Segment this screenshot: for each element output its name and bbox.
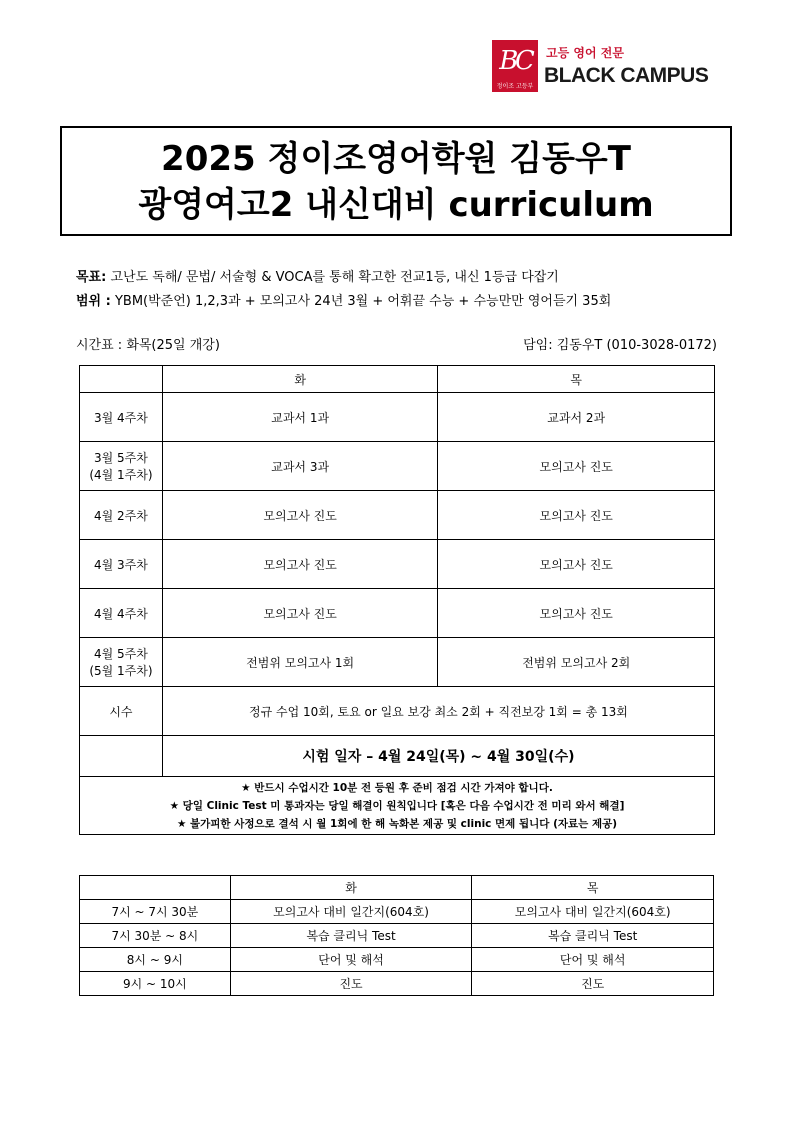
thu-cell: 모의고사 진도 — [438, 491, 715, 540]
note-item: ★ 당일 Clinic Test 미 통과자는 당일 해결이 원칙입니다 [혹은 다음 수업시간 전 미리 와서 해결] — [169, 799, 625, 812]
tue-cell: 교과서 3과 — [162, 442, 438, 491]
table-row — [80, 589, 715, 638]
week-sublabel: (4월 1주차) — [89, 468, 153, 482]
logo-mark — [492, 40, 538, 92]
header-cell: 목 — [438, 366, 715, 393]
header-cell: 목 — [472, 876, 714, 900]
time-cell: 7시 ~ 7시 30분 — [80, 900, 231, 924]
thu-cell: 모의고사 진도 — [438, 442, 715, 491]
header-cell: 화 — [230, 876, 472, 900]
title-line-2: 광영여고2 내신대비 curriculum — [138, 185, 654, 225]
week-cell: 4월 4주차 — [80, 589, 163, 638]
thu-cell: 복습 클리닉 Test — [472, 924, 714, 948]
table-row — [80, 948, 714, 972]
scope-line — [76, 290, 611, 309]
thu-cell: 모의고사 대비 일간지(604호) — [472, 900, 714, 924]
header-cell — [80, 366, 163, 393]
goal-line — [76, 266, 559, 285]
tue-cell: 진도 — [230, 972, 472, 996]
hours-label: 시수 — [80, 687, 163, 736]
goal-label: 목표: — [76, 270, 107, 285]
logo-name: BLACK CAMPUS — [544, 64, 709, 87]
table-row — [80, 393, 715, 442]
table-header-row — [80, 366, 715, 393]
header-cell: 화 — [162, 366, 438, 393]
tue-cell: 모의고사 진도 — [162, 540, 438, 589]
exam-row — [80, 736, 715, 777]
week-cell — [80, 442, 163, 491]
goal-text: 고난도 독해/ 문법/ 서술형 & VOCA를 통해 확고한 전교1등, 내신 1등급 다잡기 — [106, 270, 559, 285]
hours-text: 정규 수업 10회, 토요 or 일요 보강 최소 2회 + 직전보강 1회 = 총 13회 — [162, 687, 714, 736]
exam-date: 시험 일자 – 4월 24일(목) ~ 4월 30일(수) — [162, 736, 714, 777]
table-row — [80, 900, 714, 924]
tue-cell: 전범위 모의고사 1회 — [162, 638, 438, 687]
hours-row — [80, 687, 715, 736]
notes-cell — [80, 777, 715, 835]
scope-text: YBM(박준언) 1,2,3과 + 모의고사 24년 3월 + 어휘끝 수능 + 수능만만 영어듣기 35회 — [110, 294, 612, 309]
tue-cell: 단어 및 해석 — [230, 948, 472, 972]
note-item: ★ 불가피한 사정으로 결석 시 월 1회에 한 해 녹화본 제공 및 clinic 면제 됩니다 (자료는 제공) — [176, 817, 618, 830]
thu-cell: 전범위 모의고사 2회 — [438, 638, 715, 687]
tue-cell: 복습 클리닉 Test — [230, 924, 472, 948]
tue-cell: 모의고사 대비 일간지(604호) — [230, 900, 472, 924]
week-label: 4월 5주차 — [94, 647, 148, 661]
tue-cell: 모의고사 진도 — [162, 589, 438, 638]
week-cell: 3월 4주차 — [80, 393, 163, 442]
header-cell — [80, 876, 231, 900]
logo-tagline: 고등 영어 전문 — [546, 46, 624, 60]
scope-label: 범위 : — [76, 294, 111, 309]
week-label: 3월 5주차 — [94, 451, 148, 465]
week-cell: 4월 3주차 — [80, 540, 163, 589]
tue-cell: 모의고사 진도 — [162, 491, 438, 540]
table-row — [80, 924, 714, 948]
time-cell: 9시 ~ 10시 — [80, 972, 231, 996]
tue-cell: 교과서 1과 — [162, 393, 438, 442]
title-line-1: 2025 정이조영어학원 김동우T — [161, 139, 631, 179]
thu-cell: 교과서 2과 — [438, 393, 715, 442]
week-cell — [80, 638, 163, 687]
logo-mark-letters: BC — [499, 46, 531, 76]
exam-empty-cell — [80, 736, 163, 777]
table-row — [80, 972, 714, 996]
teacher-contact: 담임: 김동우T (010-3028-0172) — [523, 338, 717, 353]
thu-cell: 모의고사 진도 — [438, 589, 715, 638]
table-row — [80, 540, 715, 589]
table-header-row — [80, 876, 714, 900]
time-cell: 8시 ~ 9시 — [80, 948, 231, 972]
thu-cell: 모의고사 진도 — [438, 540, 715, 589]
title-box — [60, 126, 732, 236]
week-sublabel: (5월 1주차) — [89, 664, 153, 678]
time-cell: 7시 30분 ~ 8시 — [80, 924, 231, 948]
table-row — [80, 638, 715, 687]
table-row — [80, 491, 715, 540]
thu-cell: 진도 — [472, 972, 714, 996]
schedule-label: 시간표 : 화목(25일 개강) — [76, 338, 220, 353]
curriculum-table — [79, 365, 715, 835]
note-item: ★ 반드시 수업시간 10분 전 등원 후 준비 점검 시간 가져야 합니다. — [241, 781, 553, 794]
brand-logo — [492, 40, 722, 92]
week-cell: 4월 2주차 — [80, 491, 163, 540]
timetable — [79, 875, 714, 996]
table-row — [80, 442, 715, 491]
notes-row — [80, 777, 715, 835]
thu-cell: 단어 및 해석 — [472, 948, 714, 972]
logo-mark-subtitle: 정이조 고등부 — [496, 83, 534, 90]
